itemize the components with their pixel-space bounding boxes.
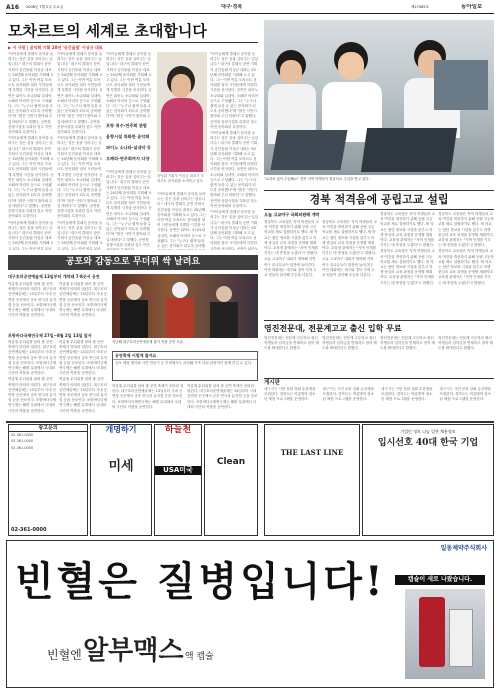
heaven-ad-title: 하늘천 xyxy=(164,425,192,435)
classified-title: 광고문의 xyxy=(9,425,87,432)
story1-body-col4: "아이들에게 클래식 음악을 들려주는 것은 꿈을 심어주는 일입니다." 대구의 클래식 공연 기획사 공간울림 이상규 대표는 20년째 음악회를 기획해 오고 있다. 그는 이번 여름 모차르트 음악회를 열어 시민들에게 특별한 시간을 선사한다. 공연은 피아노 소나타와 실내악, 오페라 아리아 등으로 구성됐다. 그는 "누구나 쉽게 들을 수 있는 음악회가 되도록 준비했 xyxy=(157,192,207,249)
product-photo xyxy=(405,589,485,679)
story5-body-col3: 영진전문대는 전문계 고등학교 출신 학생들의 입학금을 면제하고 장학 제도를 확대한다고 밝혔다. xyxy=(380,336,435,351)
event-photo-caption: 지난해 대구호러공연예술제 참가 작품 공연 모습. xyxy=(112,340,184,344)
story3-body-col4: 여름철 무더위를 날려 줄 공연 축제가 잇따라 열린다. 대구호러공연예술제는 13일부터 시내 공연장 곳곳에서 공포 연극과 뮤지컬 등을 선보인다. 포항바다국제연극제는 해변 무대에서 국내외 극단의 작품을 공연한다. 여름철 무더위를 날려 줄 공연 축제가 잇따라 열린다. 대구호러공연예술제는 13일부터 시내 공연장 곳곳에서 공포 연극과 뮤지컬 등을 선보인다. 포항바다국제연극제는 해변 무대에서 국내외 극단의 작품을 공연한다. xyxy=(59,340,107,413)
story1-body-col3b: "아이들에게 클래식 음악을 들려주는 것은 꿈을 심어주는 일입니다." 대구의 클래식 공연 기획사 공간울림 이상규 대표는 20년째 음악회를 기획해 오고 있다. 그는 이번 여름 모차르트 음악회를 열어 시민들에게 특별한 시간을 선사한다. 공연은 피아노 소나타와 실내악, 오페라 아리아 등으로 구성됐다. 그는 "누구나 쉽게 들을 수 있는 음악회가 되도록 준비했다"며 "많은 시민이 찾아와 주길 바란다"고 말했다. 공연장 음향시설을 특화한 것도 이번 xyxy=(106,170,152,247)
right-ad-title: 입시선호 40대 한국 기업 xyxy=(377,438,479,448)
story1-body-col3: "아이들에게 클래식 음악을 들려주는 것은 꿈을 심어주는 일입니다." 대구의 클래식 공연 기획사 공간울림 이상규 대표는 20년째 음악회를 기획해 오고 있다. 그는 이번 여름 모차르트 음악회를 열어 시민들에게 특별한 시간을 선사한다. 공연은 피아노 소나타와 실내악, 오페라 아리아 등으로 구성됐다. 그는 "누구나 쉽게 들을 수 있는 음악회가 되도록 준비했다"며 "많은 시민이 찾아와 주 xyxy=(106,52,152,118)
bottom-ad-slogan: 빈혈은 질병입니다! xyxy=(15,558,386,605)
story3-body-col5: 여름철 무더위를 날려 줄 공연 축제가 잇따라 열린다. 대구호러공연예술제는 13일부터 시내 공연장 곳곳에서 공포 연극과 뮤지컬 등을 선보인다. 포항바다국제연극제는 해변 무대에서 국내외 극단의 작품을 공연한다. xyxy=(112,384,184,409)
story3-banner xyxy=(8,255,258,270)
story1-byline: ▶ 이 사람 | 음악회 기획 20년 '공간울림' 이상규 대표 xyxy=(8,45,103,50)
story3-headline: 공포와 감동으로 무더위 싹 날려요 xyxy=(65,257,201,267)
story3-body-col2: 여름철 무더위를 날려 줄 공연 축제가 잇따라 열린다. 대구호러공연예술제는 13일부터 시내 공연장 곳곳에서 공포 연극과 뮤지컬 등을 선보인다. 포항바다국제연극제는 해변 무대에서 국내외 극단의 작품을 공연한다. xyxy=(59,282,107,318)
story3-body-col6: 여름철 무더위를 날려 줄 공연 축제가 잇따라 열린다. 대구호러공연예술제는 13일부터 시내 공연장 곳곳에서 공포 연극과 뮤지컬 등을 선보인다. 포항바다국제연극제는 해변 무대에서 국내외 극단의 작품을 공연한다. xyxy=(187,384,258,409)
right-ad-small: 기업인 정보 나눔 알찬 채용정보 xyxy=(400,429,456,434)
bottom-ad xyxy=(6,540,494,688)
newspaper-name: 동아일보 xyxy=(461,4,483,10)
story1-pullquotes xyxy=(106,120,156,168)
story2-body-col4: 경상북도 교육청은 지역 학생들의 교육 여건을 개선하기 위해 공립 고등학교를 새로 설립하기로 했다. 새 학교는 첨단 정보화 시설을 갖추고 학생 중심의 교육 과정을 운영할 계획이다. 교육청 관계자는 "지역 인재를 키우는 데 중점을 두겠다"고 밝혔다. 경상북도 교육청은 지역 학생들의 교육 여건을 개선하기 위해 공립 고등학교를 새로 설립하기로 했다. 새 학교는 첨단 정보화 시설을 갖추고 학생 중심의 교육 과정을 운영할 계획이다. 교육청 관계자는 "지역 인재를 키우는 데 중점을 두겠다"고 밝혔다. xyxy=(438,212,494,285)
notice-board xyxy=(264,378,494,418)
page-header xyxy=(6,4,494,14)
classified-phone: 02-361-0000 xyxy=(11,526,47,533)
story3-sub1: 대구호러공연예술제 13일부터 개막돼 7·8곳서 공연 xyxy=(8,274,100,279)
bottom-ad-product: 알부맥스 xyxy=(83,636,184,666)
clean-ad xyxy=(204,424,258,536)
story5-body-col4: 영진전문대는 전문계 고등학교 출신 학생들의 입학금을 면제하고 장학 제도를 확대한다고 밝혔다. xyxy=(438,336,493,351)
story2-headline: 경북 적격음에 공립고교 설립 xyxy=(264,190,494,210)
story3-body-col3: 여름철 무더위를 날려 줄 공연 축제가 잇따라 열린다. 대구호러공연예술제는 13일부터 시내 공연장 곳곳에서 공포 연극과 뮤지컬 등을 선보인다. 포항바다국제연극제는 해변 무대에서 국내외 극단의 작품을 공연한다. 여름철 무더위를 날려 줄 공연 축제가 잇따라 열린다. 대구호러공연예술제는 13일부터 시내 공연장 곳곳에서 공포 연극과 뮤지컬 등을 선보인다. 포항바다국제연극제는 해변 무대에서 국내외 극단의 작품을 공연한다. xyxy=(8,340,56,413)
story1-body-col2: "아이들에게 클래식 음악을 들려주는 것은 꿈을 심어주는 일입니다." 대구의 클래식 공연 기획사 공간울림 이상규 대표는 20년째 음악회를 기획해 오고 있다. 그는 이번 여름 모차르트 음악회를 열어 시민들에게 특별한 시간을 선사한다. 공연은 피아노 소나타와 실내악, 오페라 아리아 등으로 구성됐다. 그는 "누구나 쉽게 들을 수 있는 음악회가 되도록 준비했다"며 "많은 시민이 찾아와 주길 바란다"고 말했다. 공연장 음향시설을 특화한 것도 이번 음악회의 특징이다. "아이들에게 클래식 음악을 들려주는 것은 꿈을 심어주는 일입니다." 대구의 클래식 공연 기획사 공간울림 이상규 대표는 20년째 음악회를 기획해 오고 있다. 그는 이번 여름 모차르트 음악회를 열어 시민들에게 특별한 시간을 선사한다. 공연은 피아노 소나타와 실내악, 오페라 아리아 등으로 구성됐다. 그는 "누구나 쉽게 들을 수 있는 음악회가 되도록 준비했다"며 "많은 시민이 찾아와 주길 바란다"고 말했다. 공연장 음향시설을 특화한 것도 이번 음악회의 특징이다. "아이들에게 클래식 음악을 들려주는 것은 꿈을 심어주는 일입니다." 대구의 클래식 공연 기획사 공간울림 이상규 대표는 20년째 음악회를 기획해 오고 있다. 그는 이번 여름 모차 xyxy=(57,52,103,250)
info-box-title: 공연축제 이렇게 즐겨요 xyxy=(113,352,257,360)
clinic-ad-big: 미세 xyxy=(108,459,134,474)
page-date: 2008년 7월 2일 수요일 xyxy=(26,5,63,9)
usa-ad-title: USA미국 xyxy=(155,466,201,475)
story2-body-col2: 경상북도 교육청은 지역 학생들의 교육 여건을 개선하기 위해 공립 고등학교를 새로 설립하기로 했다. 새 학교는 첨단 정보화 시설을 갖추고 학생 중심의 교육 과정을 운영할 계획이다. 교육청 관계자는 "지역 인재를 키우는 데 중점을 두겠다"고 밝혔다. 오늘 고교야구 대회가 개막해 지역 야구 꿈나무들이 열전에 들어간다. 이번 대회에는 대구와 경북 지역 고교 팀들이 참가해 우승을 다툰다. xyxy=(322,220,377,278)
info-box xyxy=(112,351,258,381)
heaven-ad xyxy=(154,424,202,536)
story5-headline: 영진전문대, 전문계고교 출신 입학 무료 xyxy=(264,320,494,334)
bottom-ad-product-line: 빈혈엔 알부맥스 액 캡슐 xyxy=(47,636,214,666)
story3-sub2: 포항바다국제연극제 27일~8월 2일 13일 앞서 xyxy=(8,333,92,338)
notice-title: 게시판 xyxy=(264,380,280,386)
page-number: A16 xyxy=(6,4,19,11)
story2-body-col3: 경상북도 교육청은 지역 학생들의 교육 여건을 개선하기 위해 공립 고등학교를 새로 설립하기로 했다. 새 학교는 첨단 정보화 시설을 갖추고 학생 중심의 교육 과정을 운영할 계획이다. 교육청 관계자는 "지역 인재를 키우는 데 중점을 두겠다"고 밝혔다. 경상북도 교육청은 지역 학생들의 교육 여건을 개선하기 위해 공립 고등학교를 새로 설립하기로 했다. 새 학교는 첨단 정보화 시설을 갖추고 학생 중심의 교육 과정을 운영할 계획이다. 교육청 관계자는 "지역 인재를 키우는 데 중점을 두겠다"고 밝혔다. xyxy=(380,212,435,285)
clinic-ad-title: 개명하기 xyxy=(105,425,137,434)
story4-title: 오늘 고교야구 국회의원배 개막 xyxy=(264,212,320,217)
clinic-ad xyxy=(90,424,152,536)
portrait-caption: 음악회 기획자 이상규 대표가 모차르트 음악회를 소개하고 있다. xyxy=(157,174,204,183)
center-ad-title: THE LAST LINE xyxy=(280,448,344,457)
classified-body: 02-361-0000 02-361-0000 02-361-0000 xyxy=(11,433,34,450)
pullquote-4: 오페라·연주회까지 다양 xyxy=(106,156,150,161)
story2-body-col1: 경상북도 교육청은 지역 학생들의 교육 여건을 개선하기 위해 공립 고등학교를 새로 설립하기로 했다. 새 학교는 첨단 정보화 시설을 갖추고 학생 중심의 교육 과정을 운영할 계획이다. 교육청 관계자는 "지역 인재를 키우는 데 중점을 두겠다"고 밝혔다. 오늘 고교야구 대회가 개막해 지역 야구 꿈나무들이 열전에 들어간다. 이번 대회에는 대구와 경북 지역 고교 팀들이 참가해 우승을 다툰다. xyxy=(264,220,319,278)
clean-ad-title: Clean xyxy=(216,457,246,467)
edition-number: 제27085호 xyxy=(411,5,429,9)
story1-headline: 모차르트의 세계로 초대합니다 xyxy=(8,22,207,40)
bottom-ad-company: 일동제약주식회사 xyxy=(440,545,487,552)
right-ad xyxy=(362,424,494,536)
classroom-photo-caption: "교과서 없이 수업해요" 경북 지역 학생들이 컴퓨터로 수업을 받고 있다. xyxy=(264,177,370,181)
section-label: 대구·경북 xyxy=(221,4,243,10)
info-box-body: 공포 체험 행사와 가면 만들기 등 부대행사도 마련돼 가족 단위 관람객이 함께 즐길 수 있다. xyxy=(115,361,253,365)
story5-body-col1: 영진전문대는 전문계 고등학교 출신 학생들의 입학금을 면제하고 장학 제도를 확대한다고 밝혔다. xyxy=(264,336,319,351)
story5-body-col2: 영진전문대는 전문계 고등학교 출신 학생들의 입학금을 면제하고 장학 제도를 확대한다고 밝혔다. xyxy=(322,336,377,351)
bottom-ad-sub: 캡슐이 새로 나왔습니다. xyxy=(395,575,485,585)
notice-body: 대구시는 시민 문화 강좌 수강생을 모집한다. 경북도는 여름방학 청소년 체험 프로그램을 운영한다. 대구시는 시민 문화 강좌 수강생을 모집한다. 경북도는 여름방학 청소년 체험 프로그램을 운영한다. 대구시는 시민 문화 강좌 수강생을 모집한다. 경북도는 여름방학 청소년 체험 프로그램을 운영한다. 대구시는 시민 문화 강좌 수강생을 모집한다. 경북도는 여름방학 청소년 체험 프로그램을 운영한다. xyxy=(264,386,491,402)
story1-body-col1: "아이들에게 클래식 음악을 들려주는 것은 꿈을 심어주는 일입니다." 대구의 클래식 공연 기획사 공간울림 이상규 대표는 20년째 음악회를 기획해 오고 있다. 그는 이번 여름 모차르트 음악회를 열어 시민들에게 특별한 시간을 선사한다. 공연은 피아노 소나타와 실내악, 오페라 아리아 등으로 구성됐다. 그는 "누구나 쉽게 들을 수 있는 음악회가 되도록 준비했다"며 "많은 시민이 찾아와 주길 바란다"고 말했다. 공연장 음향시설을 특화한 것도 이번 음악회의 특징이다. "아이들에게 클래식 음악을 들려주는 것은 꿈을 심어주는 일입니다." 대구의 클래식 공연 기획사 공간울림 이상규 대표는 20년째 음악회를 기획해 오고 있다. 그는 이번 여름 모차르트 음악회를 열어 시민들에게 특별한 시간을 선사한다. 공연은 피아노 소나타와 실내악, 오페라 아리아 등으로 구성됐다. 그는 "누구나 쉽게 들을 수 있는 음악회가 되도록 준비했다"며 "많은 시민이 찾아와 주길 바란다"고 말했다. 공연장 음향시설을 특화한 것도 이번 음악회의 특징이다. "아이들에게 클래식 음악을 들려주는 것은 꿈을 심어주는 일입니다." 대구의 클래식 공연 기획사 공간울림 이상규 대표는 20년째 음악회를 기획해 오고 있다. 그는 이번 여름 모차 xyxy=(8,52,54,250)
classified-ad xyxy=(8,424,88,536)
pullquote-3: 파이노 소나타·실내악 등 xyxy=(106,145,151,150)
portrait-photo xyxy=(157,52,207,172)
event-photo xyxy=(112,274,258,338)
classroom-photo xyxy=(264,20,494,175)
pullquote-1: 포항 취수·연주회 관람 xyxy=(106,123,147,128)
center-ad xyxy=(264,424,360,536)
story3-body-col1: 여름철 무더위를 날려 줄 공연 축제가 잇따라 열린다. 대구호러공연예술제는 13일부터 시내 공연장 곳곳에서 공포 연극과 뮤지컬 등을 선보인다. 포항바다국제연극제는 해변 무대에서 국내외 극단의 작품을 공연한다. xyxy=(8,282,56,318)
story1-body-col5: "아이들에게 클래식 음악을 들려주는 것은 꿈을 심어주는 일입니다." 대구의 클래식 공연 기획사 공간울림 이상규 대표는 20년째 음악회를 기획해 오고 있다. 그는 이번 여름 모차르트 음악회를 열어 시민들에게 특별한 시간을 선사한다. 공연은 피아노 소나타와 실내악, 오페라 아리아 등으로 구성됐다. 그는 "누구나 쉽게 들을 수 있는 음악회가 되도록 준비했다"며 "많은 시민이 찾아와 주길 바란다"고 말했다. 공연장 음향시설을 특화한 것도 이번 음악회의 특징이다. "아이들에게 클래식 음악을 들려주는 것은 꿈을 심어주는 일입니다." 대구의 클래식 공연 기획사 공간울림 이상규 대표는 20년째 음악회를 기획해 오고 있다. 그는 이번 여름 모차르트 음악회를 열어 시민들에게 특별한 시간을 선사한다. 공연은 피아노 소나타와 실내악, 오페라 아리아 등으로 구성됐다. 그는 "누구나 쉽게 들을 수 있는 음악회가 되도록 준비했다"며 "많은 시민이 찾아와 주길 바란다"고 말했다. 공연장 음향시설을 특화한 것도 이번 음악회의 특징이다. "아이들에게 클래식 음악을 들려주는 것은 꿈을 심어주는 일입니다." 대구의 클래식 공연 기획사 공간울림 이상규 대표는 20년째 음악회를 기획해 오고 있다. 그는 이번 여름 모차르트 음악회를 열어 시민들에게 특별한 시간을 선사한다. 공연은 피아노 xyxy=(210,52,258,250)
pullquote-2: 음향시설 특화한 음악회 xyxy=(106,134,150,139)
